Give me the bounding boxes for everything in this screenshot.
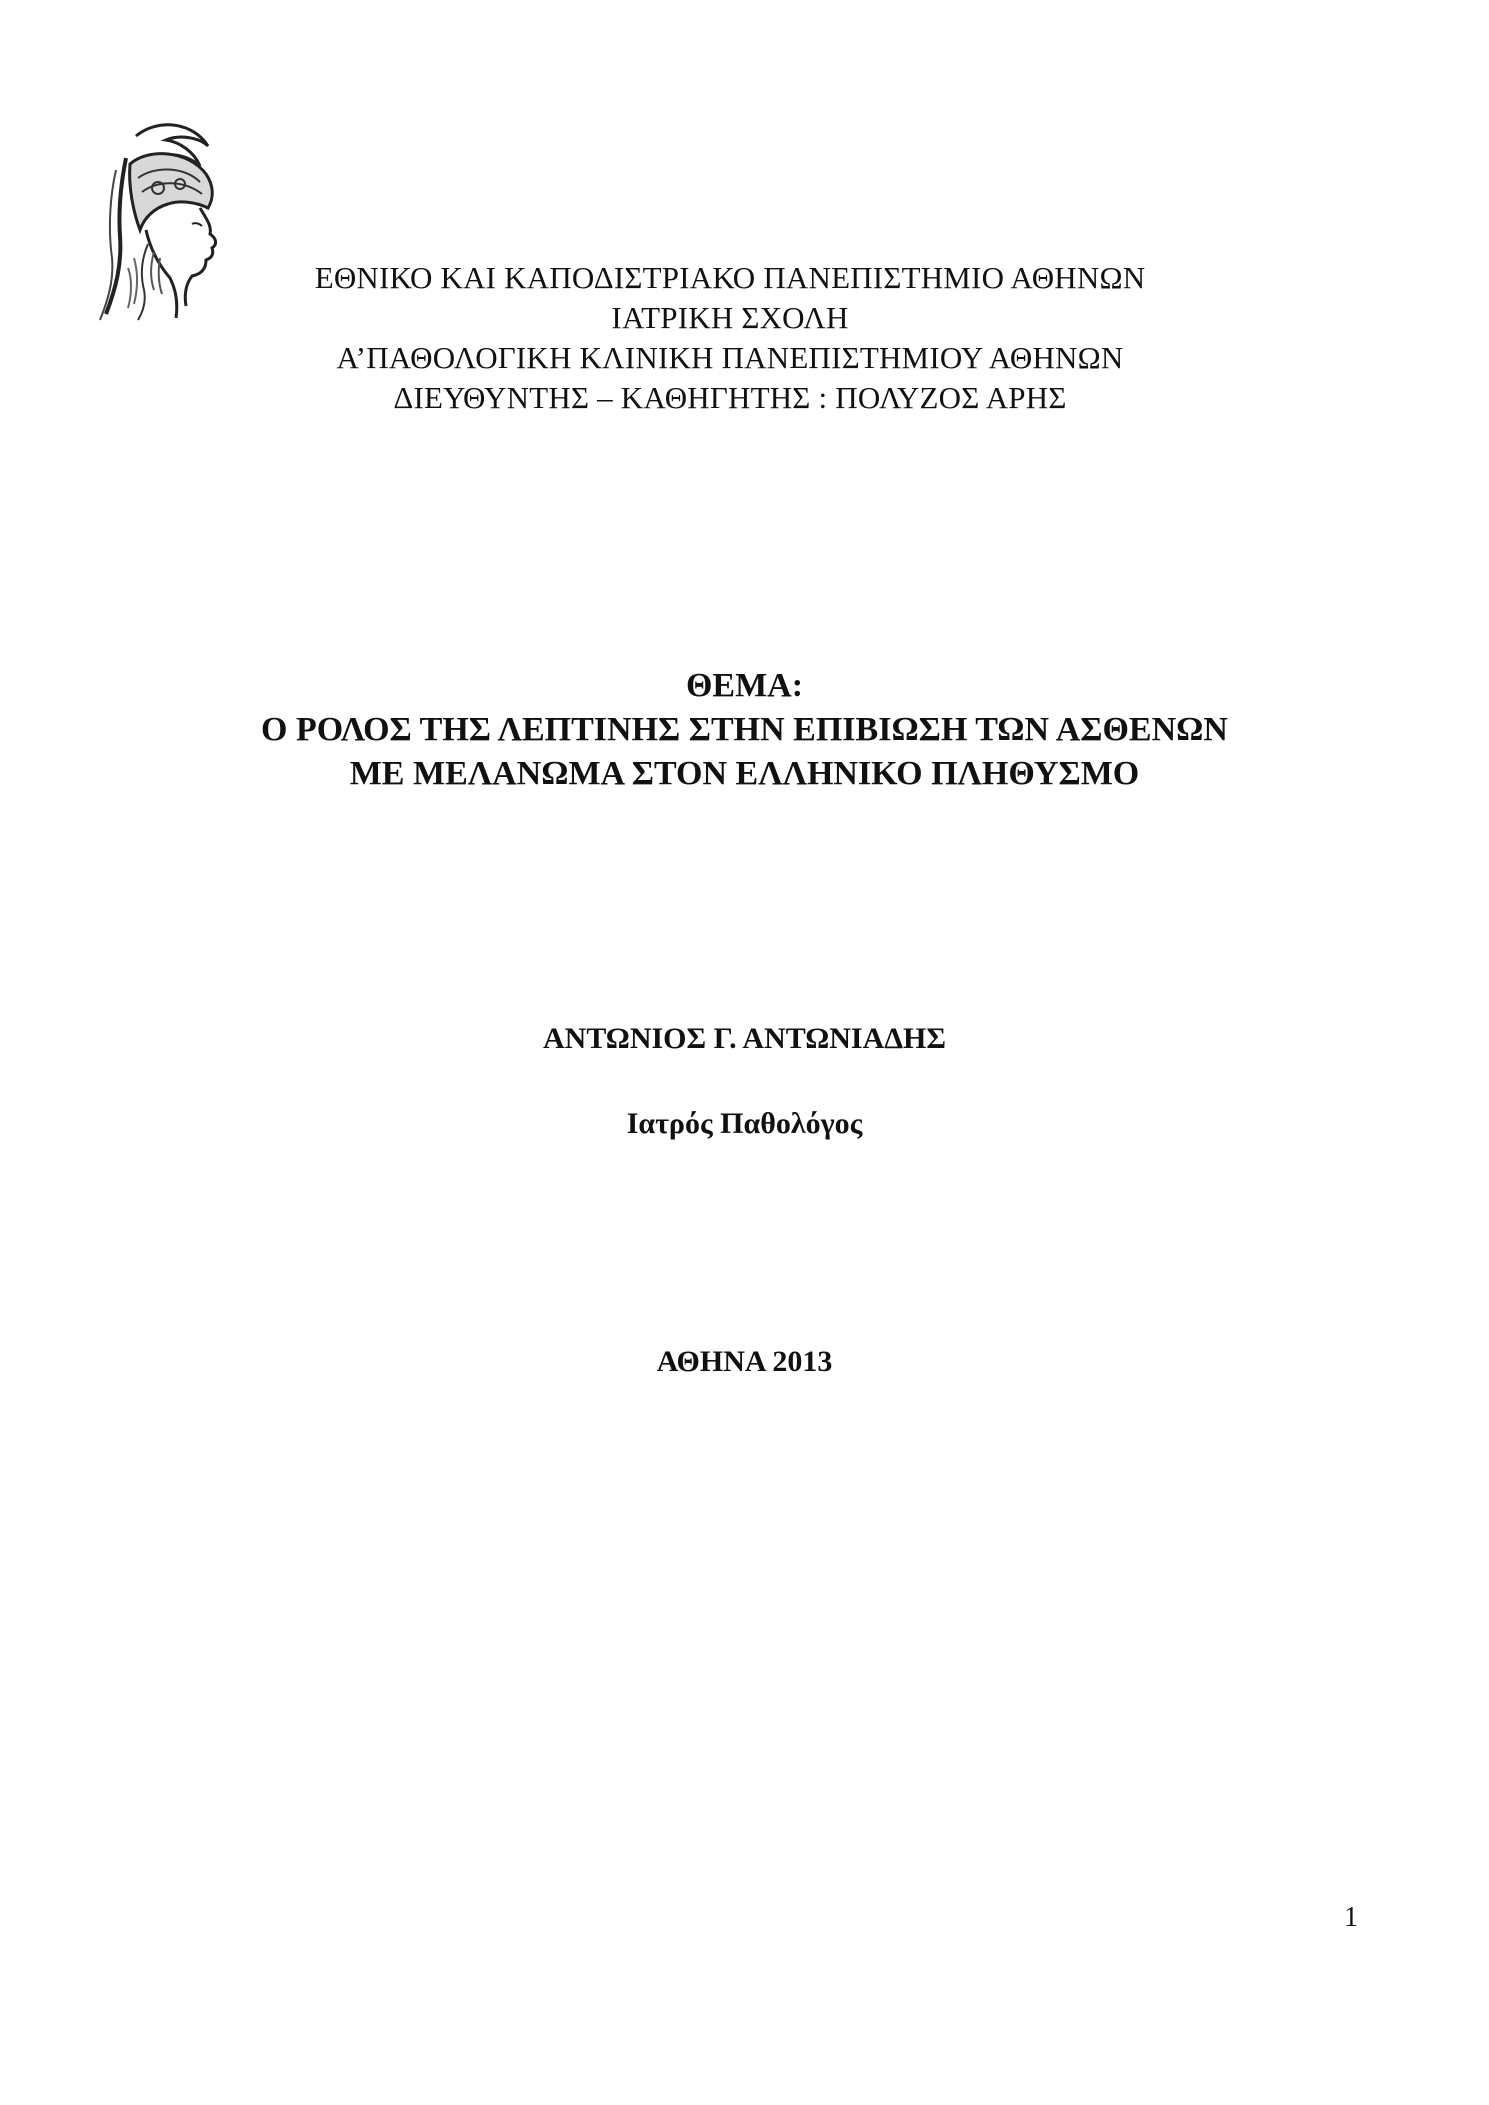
author-role: Ιατρός Παθολόγος — [626, 1107, 863, 1140]
header-school-name: ΙΑΤΡΙΚΗ ΣΧΟΛΗ — [611, 300, 849, 335]
header-university-name: ΕΘΝΙΚΟ ΚΑΙ ΚΑΠΟΔΙΣΤΡΙΑΚΟ ΠΑΝΕΠΙΣΤΗΜΙΟ ΑΘΗΝΩΝ — [314, 260, 1146, 295]
author-name: ΑΝΤΩΝΙΟΣ Γ. ΑΝΤΩΝΙΑΔΗΣ — [543, 1022, 946, 1055]
header-clinic-name: Α’ΠΑΘΟΛΟΓΙΚΗ ΚΛΙΝΙΚΗ ΠΑΝΕΠΙΣΤΗΜΙΟΥ ΑΘΗΝΩΝ — [336, 340, 1124, 375]
thesis-title-line-2: ΜΕ ΜΕΛΑΝΩΜΑ ΣΤΟΝ ΕΛΛΗΝΙΚΟ ΠΛΗΘΥΣΜΟ — [349, 755, 1140, 792]
university-header — [240, 258, 1220, 418]
page-number: 1 — [1344, 1902, 1358, 1933]
place-and-year: ΑΘΗΝΑ 2013 — [656, 1345, 833, 1378]
thesis-label: ΘΕΜΑ: — [685, 667, 804, 704]
thesis-title-block — [100, 664, 1389, 796]
thesis-title-line-1: Ο ΡΟΛΟΣ ΤΗΣ ΛΕΠΤΙΝΗΣ ΣΤΗΝ ΕΠΙΒΙΩΣΗ ΤΩΝ ΑΣΘΕΝΩΝ — [261, 711, 1228, 748]
header-director: ΔΙΕΥΘΥΝΤΗΣ – ΚΑΘΗΓΗΤΗΣ : ΠΟΛΥΖΟΣ ΑΡΗΣ — [393, 380, 1067, 415]
athena-head-logo-icon — [88, 118, 224, 324]
